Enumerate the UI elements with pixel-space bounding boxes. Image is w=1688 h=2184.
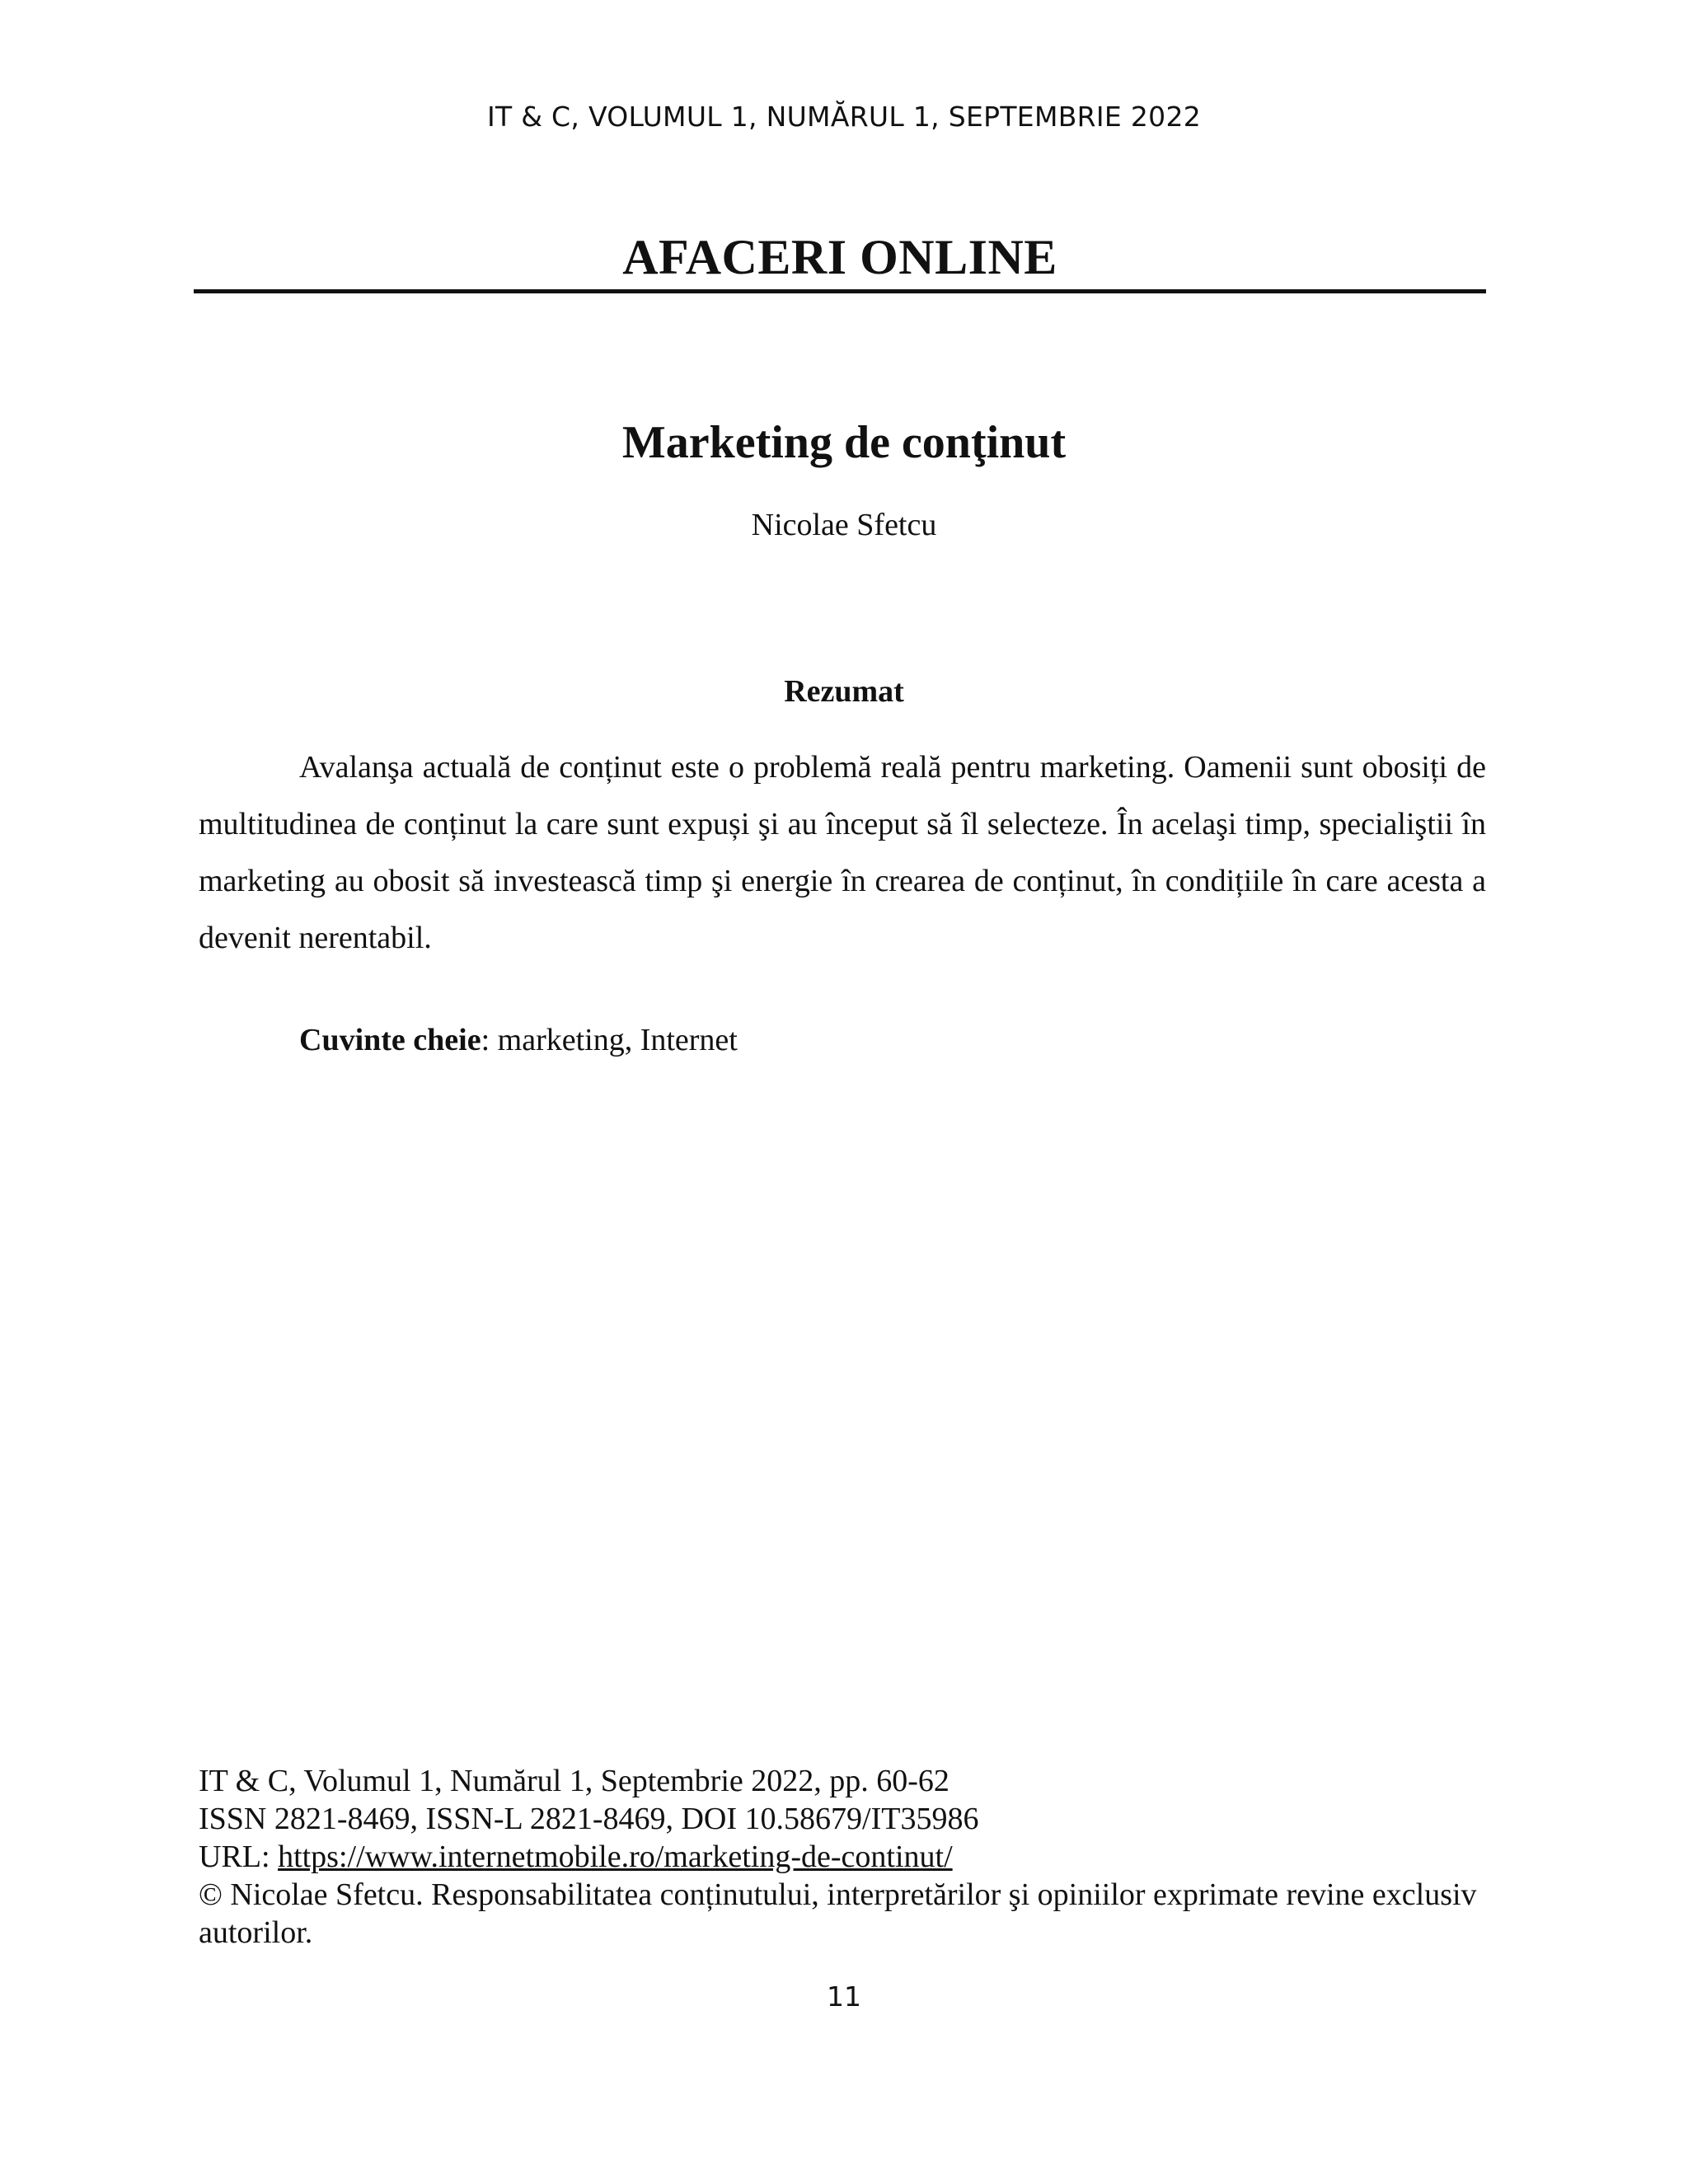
article-title: Marketing de conţinut	[621, 417, 1067, 468]
running-header: IT & C, VOLUMUL 1, NUMĂRUL 1, SEPTEMBRIE 2022	[486, 101, 1202, 133]
footnote-citation: IT & C, Volumul 1, Numărul 1, Septembrie 2022, pp. 60-62	[199, 1764, 950, 1798]
footnote-url-label: URL:	[199, 1840, 279, 1874]
footnote-url-line	[199, 1838, 1486, 1876]
keywords-separator: :	[481, 1023, 498, 1057]
footnote-copyright: © Nicolae Sfetcu. Responsabilitatea conținutului, interpretărilor şi opiniilor exprimate revine exclusiv autorilor.	[199, 1877, 1477, 1950]
page-number: 11	[827, 1980, 861, 2013]
section-divider	[194, 289, 1486, 293]
article-author: Nicolae Sfetcu	[751, 508, 937, 542]
abstract-heading: Rezumat	[784, 674, 904, 709]
abstract-text: Avalanşa actuală de conținut este o problemă reală pentru marketing. Oamenii sunt obosiți de multitudinea de conținut la care sunt expuși şi au început să îl selecteze. În acelaşi timp, specialiştii în marketing au obosit să investească timp şi energie în crearea de conținut, în condițiile în care acesta a devenit nerentabil.	[199, 750, 1486, 955]
keywords-label: Cuvinte cheie	[299, 1023, 481, 1057]
keywords-values: marketing, Internet	[497, 1023, 738, 1057]
footnote-identifiers: ISSN 2821-8469, ISSN-L 2821-8469, DOI 10.58679/IT35986	[199, 1802, 979, 1836]
article-url-link[interactable]: https://www.internetmobile.ro/marketing-de-continut/	[278, 1840, 953, 1874]
article-footnote	[199, 1762, 1486, 1952]
keywords	[299, 1022, 738, 1058]
section-title: AFACERI ONLINE	[622, 230, 1057, 284]
